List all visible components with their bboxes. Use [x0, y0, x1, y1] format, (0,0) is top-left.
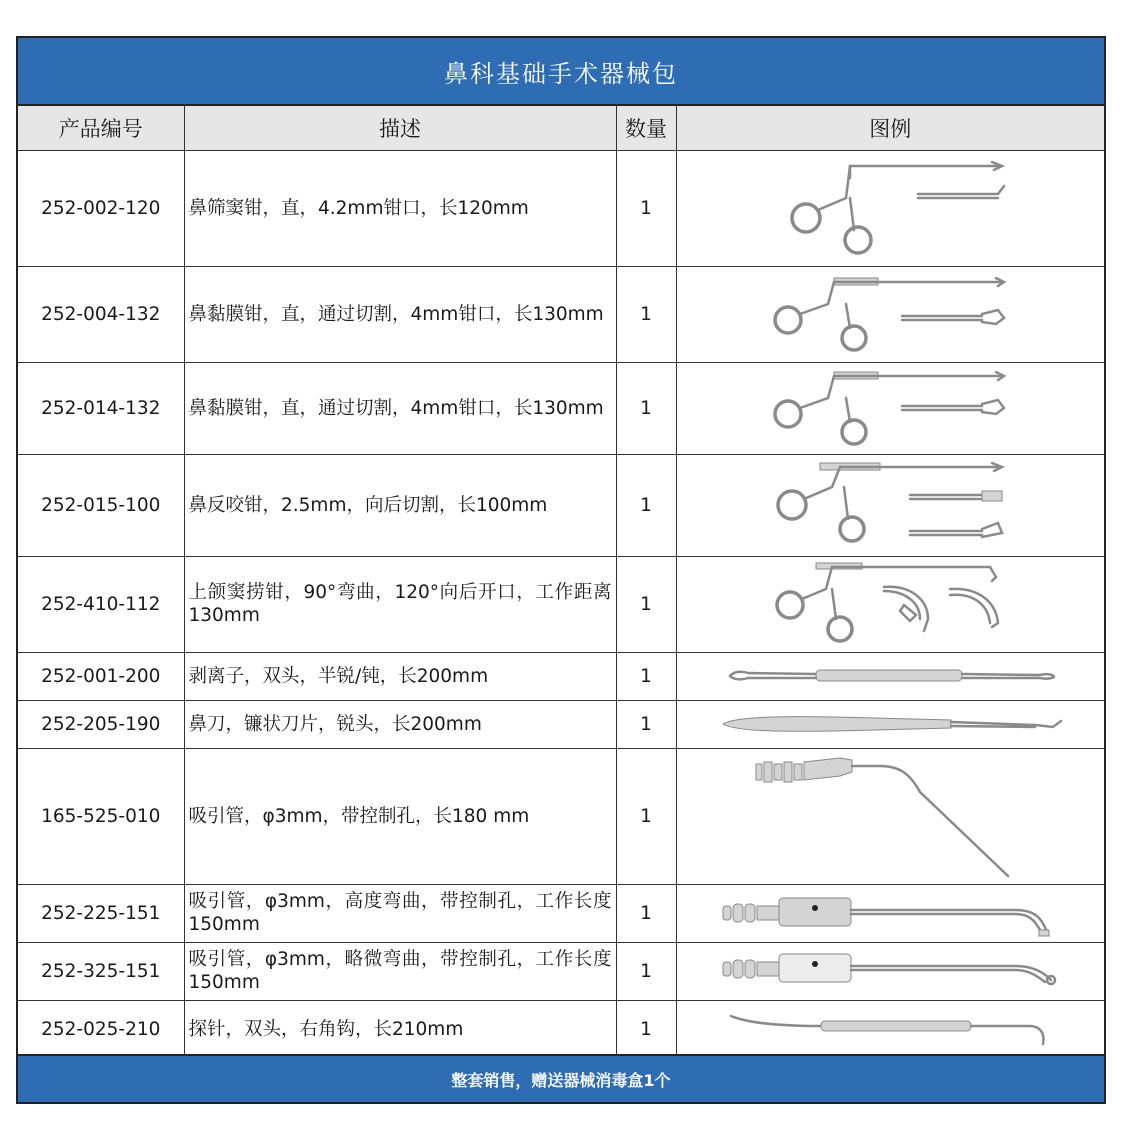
product-description: 鼻筛窦钳，直，4.2mm钳口，长120mm [184, 150, 616, 266]
product-image [676, 454, 1104, 556]
product-image [676, 266, 1104, 362]
product-code: 252-004-132 [18, 266, 184, 362]
product-image [676, 942, 1104, 1000]
footer-note: 整套销售，赠送器械消毒盒1个 [18, 1054, 1104, 1102]
table-row [18, 652, 1104, 700]
product-code: 252-205-190 [18, 700, 184, 748]
table-header-row [18, 106, 1104, 150]
product-code: 252-002-120 [18, 150, 184, 266]
table-row [18, 556, 1104, 652]
product-quantity: 1 [616, 362, 676, 454]
product-description: 上颌窦捞钳，90°弯曲，120°向后开口，工作距离130mm [184, 556, 616, 652]
mucosa-forceps-icon [770, 272, 1010, 356]
probe-icon [725, 1004, 1055, 1054]
product-image [676, 652, 1104, 700]
table-row [18, 700, 1104, 748]
table-row [18, 1000, 1104, 1058]
product-image [676, 556, 1104, 652]
product-description: 吸引管，φ3mm，略微弯曲，带控制孔，工作长度150mm [184, 942, 616, 1000]
product-code: 252-015-100 [18, 454, 184, 556]
product-description: 鼻黏膜钳，直，通过切割，4mm钳口，长130mm [184, 362, 616, 454]
product-quantity: 1 [616, 942, 676, 1000]
product-image [676, 150, 1104, 266]
backbiting-forceps-icon [770, 457, 1010, 553]
product-image [676, 884, 1104, 942]
product-description: 鼻刀，镰状刀片，锐头，长200mm [184, 700, 616, 748]
table-row [18, 942, 1104, 1000]
product-description: 吸引管，φ3mm，带控制孔，长180 mm [184, 748, 616, 884]
maxillary-sinus-forceps-icon [770, 559, 1010, 649]
product-quantity: 1 [616, 266, 676, 362]
product-code: 252-325-151 [18, 942, 184, 1000]
product-image [676, 700, 1104, 748]
product-quantity: 1 [616, 454, 676, 556]
table-row [18, 362, 1104, 454]
product-image [676, 362, 1104, 454]
header-code: 产品编号 [18, 106, 184, 150]
product-code: 165-525-010 [18, 748, 184, 884]
product-description: 吸引管，φ3mm，高度弯曲，带控制孔，工作长度150mm [184, 884, 616, 942]
mucosa-forceps-icon [770, 366, 1010, 450]
table-row [18, 884, 1104, 942]
product-table [18, 106, 1104, 1059]
product-quantity: 1 [616, 652, 676, 700]
product-image [676, 748, 1104, 884]
page-title: 鼻科基础手术器械包 [18, 38, 1104, 106]
header-image: 图例 [676, 106, 1104, 150]
product-code: 252-025-210 [18, 1000, 184, 1058]
suction-tube-angled-icon [750, 752, 1030, 880]
suction-tube-curved-icon [715, 888, 1065, 938]
sickle-knife-icon [715, 709, 1065, 739]
product-code: 252-014-132 [18, 362, 184, 454]
product-quantity: 1 [616, 884, 676, 942]
product-code: 252-225-151 [18, 884, 184, 942]
header-quantity: 数量 [616, 106, 676, 150]
table-row [18, 150, 1104, 266]
product-description: 剥离子，双头，半锐/钝，长200mm [184, 652, 616, 700]
product-quantity: 1 [616, 1000, 676, 1058]
product-quantity: 1 [616, 150, 676, 266]
table-row [18, 266, 1104, 362]
table-row [18, 748, 1104, 884]
table-row [18, 454, 1104, 556]
straight-ethmoid-forceps-icon [770, 158, 1010, 258]
product-code: 252-001-200 [18, 652, 184, 700]
product-quantity: 1 [616, 556, 676, 652]
product-description: 鼻反咬钳，2.5mm，向后切割，长100mm [184, 454, 616, 556]
product-code: 252-410-112 [18, 556, 184, 652]
product-image [676, 1000, 1104, 1058]
elevator-icon [720, 661, 1060, 691]
suction-tube-slight-curve-icon [715, 946, 1065, 996]
product-quantity: 1 [616, 748, 676, 884]
product-sheet [16, 36, 1106, 1104]
product-description: 探针，双头，右角钩，长210mm [184, 1000, 616, 1058]
header-description: 描述 [184, 106, 616, 150]
product-description: 鼻黏膜钳，直，通过切割，4mm钳口，长130mm [184, 266, 616, 362]
product-quantity: 1 [616, 700, 676, 748]
